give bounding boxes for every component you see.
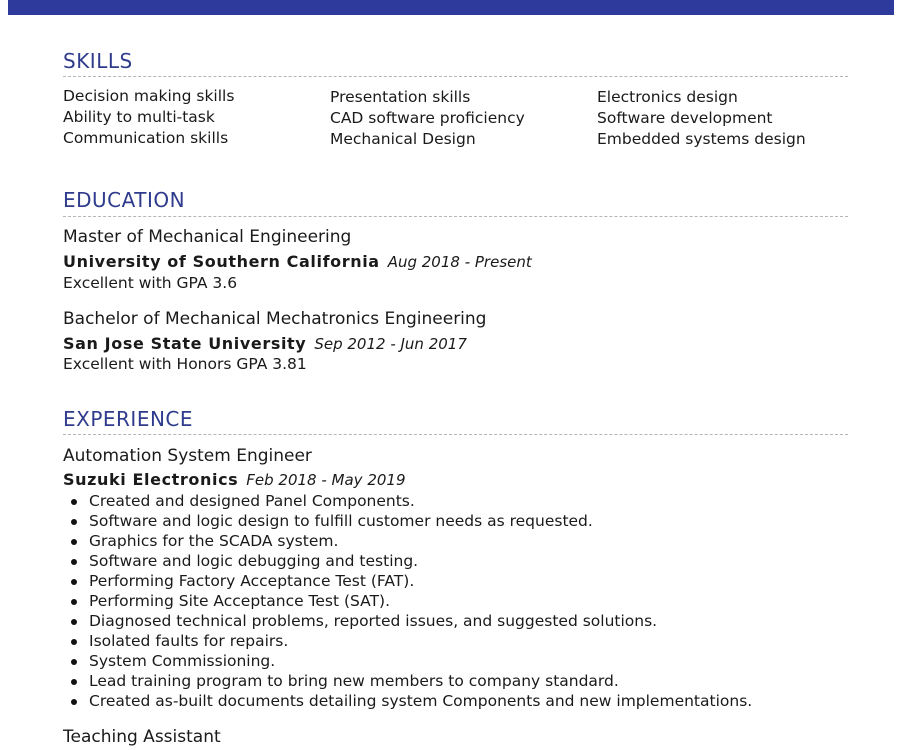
skills-heading: SKILLS xyxy=(63,49,133,73)
company-name: Suzuki Electronics xyxy=(63,470,239,489)
company-line xyxy=(63,470,406,489)
skill-item: Communication skills xyxy=(63,129,229,147)
school-line xyxy=(63,252,532,271)
job-title: Automation System Engineer xyxy=(63,446,312,466)
skill-item: CAD software proficiency xyxy=(330,109,525,127)
job-bullet: Software and logic design to fulfill customer needs as requested. xyxy=(63,511,752,531)
experience-heading: EXPERIENCE xyxy=(63,407,194,431)
experience-divider xyxy=(63,434,848,435)
education-note: Excellent with GPA 3.6 xyxy=(63,274,238,292)
education-dates: Sep 2012 - Jun 2017 xyxy=(314,335,467,353)
skills-column-3 xyxy=(597,87,806,150)
skill-item: Ability to multi-task xyxy=(63,108,215,126)
job-bullet: Isolated faults for repairs. xyxy=(63,631,752,651)
education-dates: Aug 2018 - Present xyxy=(387,253,532,271)
skills-column-2 xyxy=(330,87,525,150)
education-divider xyxy=(63,216,848,217)
skill-item: Mechanical Design xyxy=(330,130,476,148)
job-bullet: Performing Site Acceptance Test (SAT). xyxy=(63,591,752,611)
school-name: University of Southern California xyxy=(63,252,380,271)
education-heading: EDUCATION xyxy=(63,188,186,212)
job-title: Teaching Assistant xyxy=(63,727,221,747)
job-bullet: Performing Factory Acceptance Test (FAT). xyxy=(63,571,752,591)
job-dates: Feb 2018 - May 2019 xyxy=(246,471,406,489)
degree-title: Bachelor of Mechanical Mechatronics Engineering xyxy=(63,309,487,329)
job-bullet: Lead training program to bring new members to company standard. xyxy=(63,671,752,691)
job-bullet: Graphics for the SCADA system. xyxy=(63,531,752,551)
skill-item: Electronics design xyxy=(597,88,738,106)
job-bullet: Created and designed Panel Components. xyxy=(63,491,752,511)
skill-item: Software development xyxy=(597,109,773,127)
job-bullet: System Commissioning. xyxy=(63,651,752,671)
school-line xyxy=(63,334,467,353)
job-bullet: Diagnosed technical problems, reported issues, and suggested solutions. xyxy=(63,611,752,631)
skill-item: Decision making skills xyxy=(63,87,235,105)
job-bullet: Software and logic debugging and testing. xyxy=(63,551,752,571)
degree-title: Master of Mechanical Engineering xyxy=(63,227,352,247)
skills-column-1 xyxy=(63,86,234,149)
header-bar xyxy=(8,0,894,15)
education-note: Excellent with Honors GPA 3.81 xyxy=(63,355,307,373)
job-bullet-list xyxy=(63,491,752,711)
job-bullet: Created as-built documents detailing system Components and new implementations. xyxy=(63,691,752,711)
skills-divider xyxy=(63,76,848,77)
skill-item: Embedded systems design xyxy=(597,130,806,148)
skill-item: Presentation skills xyxy=(330,88,471,106)
school-name: San Jose State University xyxy=(63,334,307,353)
